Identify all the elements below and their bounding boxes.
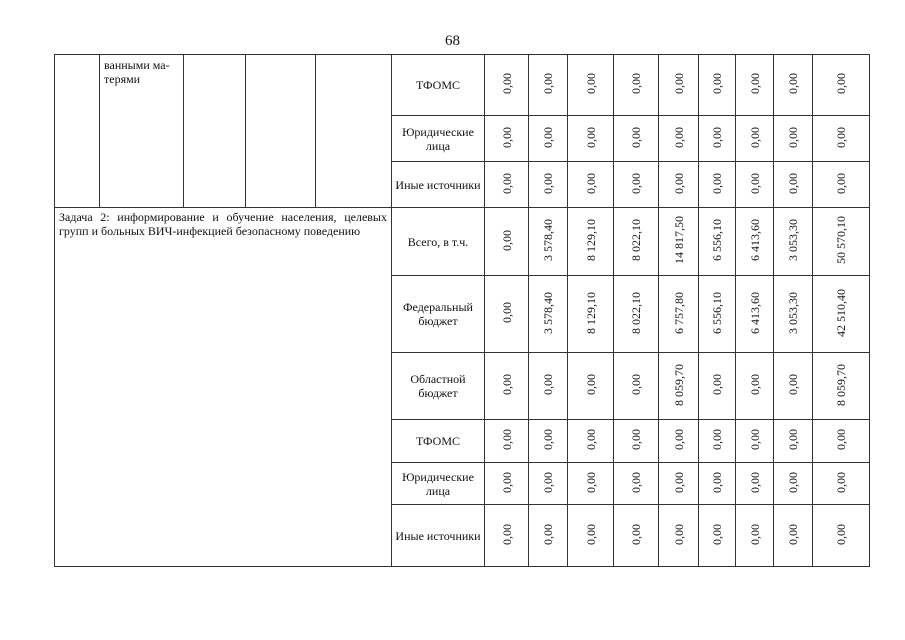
amount-value: 0,00 [541, 172, 555, 194]
amount-value: 0,00 [747, 429, 762, 450]
amount-value: 8 022,10 [629, 291, 643, 334]
blank-cell [55, 55, 100, 208]
amount-value: 0,00 [786, 523, 800, 545]
value-cell [774, 353, 813, 420]
amount-value: 0,00 [583, 523, 598, 545]
value-cell [529, 463, 568, 505]
amount-value: 0,00 [541, 471, 555, 493]
value-cell [813, 162, 870, 208]
amount-value: 0,00 [583, 172, 598, 194]
amount-value: 0,00 [629, 126, 643, 148]
value-cell [736, 353, 774, 420]
amount-value: 0,00 [834, 471, 848, 493]
value-cell [529, 420, 568, 463]
value-cell [614, 505, 659, 567]
value-cell [614, 353, 659, 420]
amount-value: 0,00 [834, 523, 848, 545]
amount-value: 0,00 [583, 374, 598, 395]
value-cell [699, 353, 736, 420]
amount-value: 0,00 [786, 73, 800, 94]
value-cell [736, 116, 774, 162]
value-cell [699, 208, 736, 276]
amount-value: 3 053,30 [786, 291, 800, 334]
amount-value: 0,00 [629, 429, 643, 450]
value-cell [699, 463, 736, 505]
amount-value: 0,00 [710, 126, 724, 148]
amount-value: 0,00 [747, 523, 762, 545]
value-cell [736, 208, 774, 276]
value-cell [568, 420, 614, 463]
value-cell [614, 420, 659, 463]
value-cell [485, 463, 529, 505]
amount-value: 0,00 [499, 172, 514, 194]
amount-value: 0,00 [499, 126, 514, 148]
value-cell [485, 505, 529, 567]
value-cell [813, 276, 870, 353]
amount-value: 0,00 [629, 172, 643, 194]
amount-value: 0,00 [499, 471, 514, 493]
amount-value: 6 757,80 [671, 291, 686, 334]
amount-value: 3 053,30 [786, 219, 800, 261]
amount-value: 0,00 [541, 73, 555, 94]
amount-value: 8 129,10 [583, 219, 598, 261]
amount-value: 0,00 [629, 523, 643, 545]
value-cell [813, 463, 870, 505]
value-cell [614, 116, 659, 162]
amount-value: 0,00 [710, 429, 724, 450]
value-cell [485, 420, 529, 463]
value-cell [614, 276, 659, 353]
budget-table [54, 54, 870, 567]
value-cell [568, 116, 614, 162]
value-cell [485, 353, 529, 420]
value-cell [485, 55, 529, 116]
amount-value: 0,00 [710, 523, 724, 545]
page-number: 68 [445, 33, 460, 49]
amount-value: 0,00 [834, 126, 848, 148]
amount-value: 0,00 [583, 429, 598, 450]
value-cell [659, 276, 699, 353]
amount-value: 6 556,10 [710, 219, 724, 261]
funding-source-областной-бюджет: Областной бюджет [392, 353, 485, 420]
amount-value: 0,00 [834, 429, 848, 450]
amount-value: 0,00 [499, 429, 514, 450]
value-cell [774, 276, 813, 353]
amount-value: 0,00 [834, 73, 848, 94]
amount-value: 0,00 [747, 73, 762, 94]
amount-value: 0,00 [583, 126, 598, 148]
amount-value: 0,00 [786, 429, 800, 450]
value-cell [659, 420, 699, 463]
amount-value: 3 578,40 [541, 219, 555, 261]
value-cell [529, 162, 568, 208]
value-cell [614, 162, 659, 208]
amount-value: 6 556,10 [710, 291, 724, 334]
value-cell [485, 276, 529, 353]
value-cell [529, 55, 568, 116]
funding-source-иные-источники: Иные источники [392, 162, 485, 208]
value-cell [614, 55, 659, 116]
value-cell [813, 208, 870, 276]
value-cell [774, 208, 813, 276]
table-row [55, 208, 870, 276]
amount-value: 0,00 [499, 73, 514, 94]
amount-value: 8 129,10 [583, 291, 598, 334]
value-cell [568, 208, 614, 276]
amount-value: 0,00 [671, 73, 686, 94]
amount-value: 0,00 [747, 126, 762, 148]
value-cell [529, 276, 568, 353]
value-cell [659, 55, 699, 116]
value-cell [529, 116, 568, 162]
amount-value: 0,00 [747, 172, 762, 194]
amount-value: 0,00 [499, 229, 514, 251]
value-cell [614, 463, 659, 505]
amount-value: 3 578,40 [541, 291, 555, 334]
amount-value: 0,00 [671, 471, 686, 493]
amount-value: 0,00 [583, 471, 598, 493]
value-cell [485, 116, 529, 162]
value-cell [813, 55, 870, 116]
value-cell [568, 353, 614, 420]
blank-cell [246, 55, 316, 208]
funding-source-всего-в-т-ч: Всего, в т.ч. [392, 208, 485, 276]
amount-value: 0,00 [499, 302, 514, 323]
amount-value: 0,00 [671, 172, 686, 194]
value-cell [699, 420, 736, 463]
amount-value: 0,00 [747, 374, 762, 395]
value-cell [774, 463, 813, 505]
value-cell [659, 505, 699, 567]
task-description: Задача 2: информирование и обучение населения, целевых групп и больных ВИЧ-инфекцией безопасному поведению [55, 208, 392, 567]
value-cell [659, 463, 699, 505]
funding-source-юридические-лица: Юридические лица [392, 116, 485, 162]
value-cell [659, 353, 699, 420]
amount-value: 0,00 [499, 374, 514, 395]
amount-value: 0,00 [629, 374, 643, 395]
amount-value: 8 059,70 [834, 363, 848, 406]
amount-value: 0,00 [629, 73, 643, 94]
amount-value: 0,00 [710, 73, 724, 94]
value-cell [736, 505, 774, 567]
value-cell [485, 208, 529, 276]
value-cell [699, 276, 736, 353]
amount-value: 0,00 [541, 374, 555, 395]
value-cell [774, 116, 813, 162]
value-cell [813, 505, 870, 567]
value-cell [568, 162, 614, 208]
value-cell [813, 353, 870, 420]
amount-value: 14 817,50 [671, 216, 686, 264]
funding-source-федеральный-бюджет: Федеральный бюджет [392, 276, 485, 353]
value-cell [614, 208, 659, 276]
table-row [55, 55, 870, 116]
value-cell [774, 505, 813, 567]
amount-value: 0,00 [786, 471, 800, 493]
amount-value: 0,00 [710, 471, 724, 493]
value-cell [485, 162, 529, 208]
value-cell [736, 463, 774, 505]
amount-value: 0,00 [541, 429, 555, 450]
amount-value: 0,00 [834, 172, 848, 194]
value-cell [568, 463, 614, 505]
amount-value: 0,00 [541, 523, 555, 545]
amount-value: 0,00 [499, 523, 514, 545]
value-cell [736, 55, 774, 116]
funding-source-тфомс: ТФОМС [392, 55, 485, 116]
amount-value: 0,00 [583, 73, 598, 94]
amount-value: 6 413,60 [747, 291, 762, 334]
amount-value: 8 059,70 [671, 363, 686, 406]
amount-value: 0,00 [710, 172, 724, 194]
amount-value: 0,00 [671, 429, 686, 450]
amount-value: 0,00 [541, 126, 555, 148]
amount-value: 0,00 [786, 126, 800, 148]
value-cell [699, 505, 736, 567]
value-cell [699, 55, 736, 116]
amount-value: 0,00 [747, 471, 762, 493]
amount-value: 0,00 [629, 471, 643, 493]
value-cell [529, 353, 568, 420]
value-cell [529, 505, 568, 567]
value-cell [568, 505, 614, 567]
amount-value: 0,00 [671, 126, 686, 148]
value-cell [736, 162, 774, 208]
funding-source-юридические-лица: Юридические лица [392, 463, 485, 505]
continued-description: ванными ма- терями [100, 55, 184, 208]
value-cell [736, 420, 774, 463]
amount-value: 0,00 [671, 523, 686, 545]
value-cell [568, 276, 614, 353]
blank-cell [316, 55, 392, 208]
value-cell [659, 162, 699, 208]
value-cell [774, 420, 813, 463]
blank-cell [184, 55, 246, 208]
amount-value: 0,00 [786, 172, 800, 194]
funding-source-тфомс: ТФОМС [392, 420, 485, 463]
value-cell [659, 208, 699, 276]
value-cell [568, 55, 614, 116]
amount-value: 50 570,10 [834, 216, 848, 264]
amount-value: 42 510,40 [834, 288, 848, 337]
value-cell [736, 276, 774, 353]
amount-value: 0,00 [786, 374, 800, 395]
value-cell [774, 55, 813, 116]
value-cell [813, 116, 870, 162]
value-cell [813, 420, 870, 463]
amount-value: 0,00 [710, 374, 724, 395]
value-cell [699, 162, 736, 208]
value-cell [699, 116, 736, 162]
amount-value: 6 413,60 [747, 219, 762, 261]
value-cell [774, 162, 813, 208]
funding-source-иные-источники: Иные источники [392, 505, 485, 567]
value-cell [529, 208, 568, 276]
value-cell [659, 116, 699, 162]
amount-value: 8 022,10 [629, 219, 643, 261]
